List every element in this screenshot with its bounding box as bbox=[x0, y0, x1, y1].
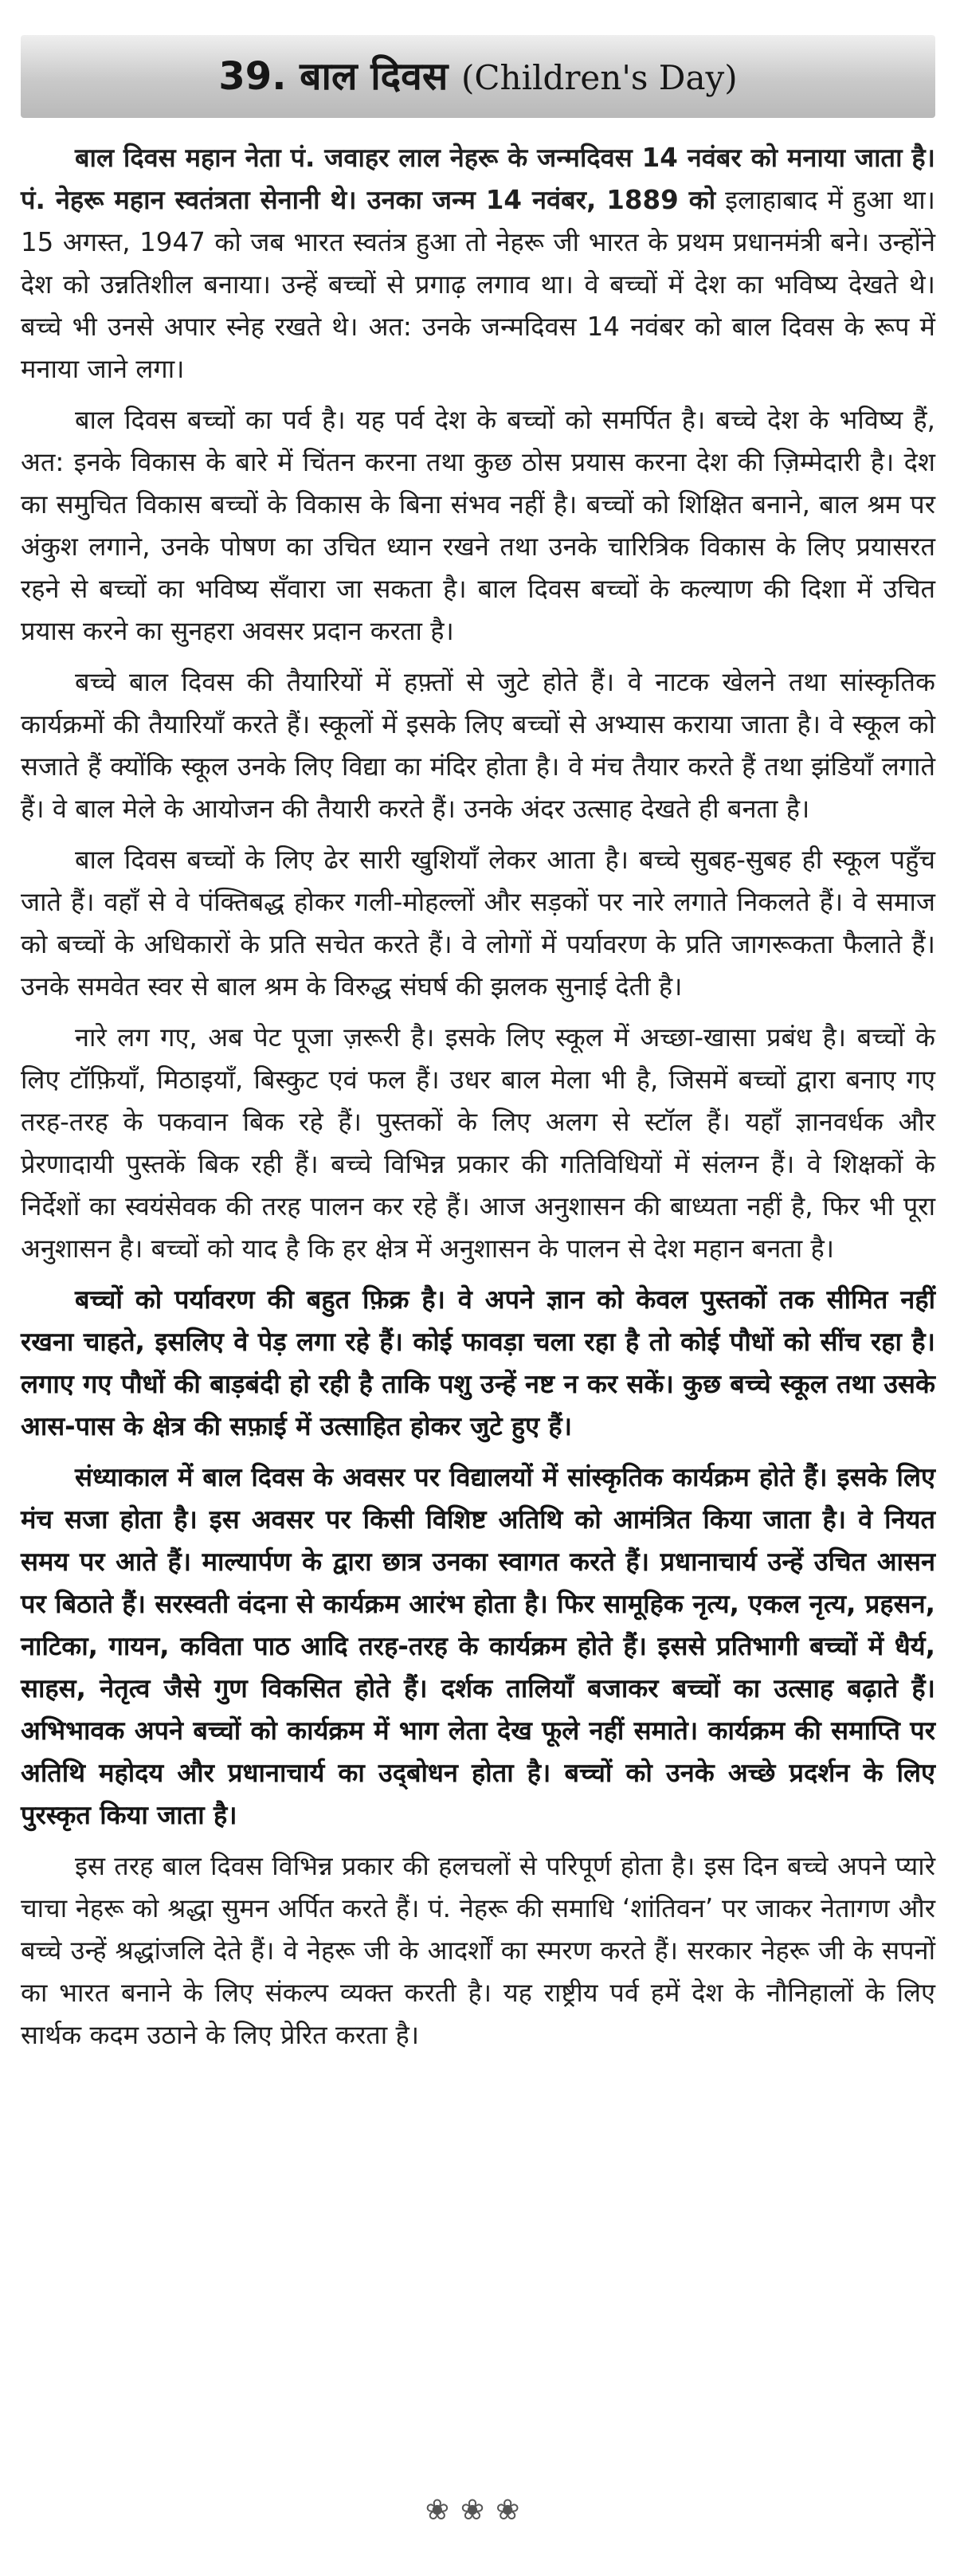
paragraph-5: नारे लग गए, अब पेट पूजा ज़रूरी है। इसके लिए स्कूल में अच्छा-खासा प्रबंध है। बच्चों के लिए टॉफ़ियाँ, मिठाइयाँ, बिस्कुट एवं फल हैं। उधर बाल मेला भी है, जिसमें बच्चों द्वारा बनाए गए तरह-तरह के पकवान बिक रहे हैं। पुस्तकों के लिए अलग से स्टॉल हैं। यहाँ ज्ञानवर्धक और प्रेरणादायी पुस्तकें बिक रही हैं। बच्चे विभिन्न प्रकार की गतिविधियों में संलग्न हैं। वे शिक्षकों के निर्देशों का स्वयंसेवक की तरह पालन कर रहे हैं। आज अनुशासन की बाध्यता नहीं है, फिर भी पूरा अनुशासन है। बच्चों को याद है कि हर क्षेत्र में अनुशासन के पालन से देश महान बनता है। bbox=[21, 1022, 935, 1264]
paragraph-1-bold-lead: बाल दिवस महान नेता पं. जवाहर लाल नेहरू के जन्मदिवस 14 नवंबर को मनाया जाता है। पं. नेहरू महान स्वतंत्रता सेनानी थे। उनका जन्म 14 नवंबर, 1889 को bbox=[21, 143, 935, 215]
paragraph-1 bbox=[21, 137, 935, 390]
paragraph-7: संध्याकाल में बाल दिवस के अवसर पर विद्यालयों में सांस्कृतिक कार्यक्रम होते हैं। इसके लिए मंच सजा होता है। इस अवसर पर किसी विशिष्ट अतिथि को आमंत्रित किया जाता है। वे नियत समय पर आते हैं। माल्यार्पण के द्वारा छात्र उनका स्वागत करते हैं। प्रधानाचार्य उन्हें उचित आसन पर बिठाते हैं। सरस्वती वंदना से कार्यक्रम आरंभ होता है। फिर सामूहिक नृत्य, एकल नृत्य, प्रहसन, नाटिका, गायन, कविता पाठ आदि तरह-तरह के कार्यक्रम होते हैं। इससे प्रतिभागी बच्चों में धैर्य, साहस, नेतृत्व जैसे गुण विकसित होते हैं। दर्शक तालियाँ बजाकर बच्चों का उत्साह बढ़ाते हैं। अभिभावक अपने बच्चों को कार्यक्रम में भाग लेता देख फूले नहीं समाते। कार्यक्रम की समाप्ति पर अतिथि महोदय और प्रधानाचार्य का उद्‍बोधन होता है। बच्चों को उनके अच्छे प्रदर्शन के लिए पुरस्कृत किया जाता है। bbox=[21, 1462, 935, 1830]
title-english: (Children's Day) bbox=[461, 58, 738, 97]
essay-title bbox=[218, 54, 738, 99]
paragraph-3: बच्चे बाल दिवस की तैयारियों में हफ़्तों से जुटे होते हैं। वे नाटक खेलने तथा सांस्कृतिक कार्यक्रमों की तैयारियाँ करते हैं। स्कूलों में इसके लिए बच्चों से अभ्यास कराया जाता है। वे स्कूल को सजाते हैं क्योंकि स्कूल उनके लिए विद्या का मंदिर होता है। वे मंच तैयार करते हैं तथा झंडियाँ लगाते हैं। वे बाल मेले के आयोजन की तैयारी करते हैं। उनके अंदर उत्साह देखते ही बनता है। bbox=[21, 667, 935, 824]
essay-body bbox=[21, 137, 935, 2056]
title-hindi: 39. बाल दिवस bbox=[218, 54, 449, 99]
paragraph-1-rest: इलाहाबाद में हुआ था। 15 अगस्त, 1947 को जब भारत स्वतंत्र हुआ तो नेहरू जी भारत के प्रथम प्रधानमंत्री बने। उन्होंने देश को उन्नतिशील बनाया। उन्हें बच्चों से प्रगाढ़ लगाव था। वे बच्चों में देश का भविष्य देखते थे। बच्चे भी उनसे अपार स्नेह रखते थे। अत: उनके जन्मदिवस 14 नवंबर को बाल दिवस के रूप में मनाया जाने लगा। bbox=[21, 185, 935, 384]
paragraph-2: बाल दिवस बच्चों का पर्व है। यह पर्व देश के बच्चों को समर्पित है। बच्चे देश के भविष्य हैं, अत: इनके विकास के बारे में चिंतन करना तथा कुछ ठोस प्रयास करना देश की ज़िम्मेदारी है। देश का समुचित विकास बच्चों के विकास के बिना संभव नहीं है। बच्चों को शिक्षित बनाने, बाल श्रम पर अंकुश लगाने, उनके पोषण का उचित ध्यान रखने तथा उनके चारित्रिक विकास के लिए प्रयासरत रहने से बच्चों का भविष्य सँवारा जा सकता है। बाल दिवस बच्चों के कल्याण की दिशा में उचित प्रयास करने का सुनहरा अवसर प्रदान करता है। bbox=[21, 405, 935, 646]
paragraph-8: इस तरह बाल दिवस विभिन्न प्रकार की हलचलों से परिपूर्ण होता है। इस दिन बच्चे अपने प्यारे चाचा नेहरू को श्रद्धा सुमन अर्पित करते हैं। पं. नेहरू की समाधि ‘शांतिवन’ पर जाकर नेतागण और बच्चे उन्हें श्रद्धांजलि देते हैं। वे नेहरू जी के आदर्शों का स्मरण करते हैं। सरकार नेहरू जी के सपनों का भारत बनाने के लिए संकल्प व्यक्त करती है। यह राष्ट्रीय पर्व हमें देश के नौनिहालों के लिए सार्थक कदम उठाने के लिए प्रेरित करता है। bbox=[21, 1851, 935, 2050]
flower-ornament-icon: ❀❀❀ bbox=[425, 2494, 531, 2527]
paragraph-4: बाल दिवस बच्चों के लिए ढेर सारी खुशियाँ लेकर आता है। बच्चे सुबह-सुबह ही स्कूल पहुँच जाते हैं। वहाँ से वे पंक्तिबद्ध होकर गली-मोहल्लों और सड़कों पर नारे लगाते निकलते हैं। वे समाज को बच्चों के अधिकारों के प्रति सचेत करते हैं। वे लोगों में पर्यावरण के प्रति जागरूकता फैलाते हैं। उनके समवेत स्वर से बाल श्रम के विरुद्ध संघर्ष की झलक सुनाई देती है। bbox=[21, 845, 935, 1002]
title-banner bbox=[21, 35, 935, 118]
paragraph-6: बच्चों को पर्यावरण की बहुत फ़िक्र है। वे अपने ज्ञान को केवल पुस्तकों तक सीमित नहीं रखना चाहते, इसलिए वे पेड़ लगा रहे हैं। कोई फावड़ा चला रहा है तो कोई पौधों को सींच रहा है। लगाए गए पौधों की बाड़बंदी हो रही है ताकि पशु उन्हें नष्ट न कर सकें। कुछ बच्चे स्कूल तथा उसके आस-पास के क्षेत्र की सफ़ाई में उत्साहित होकर जुटे हुए हैं। bbox=[21, 1284, 935, 1441]
